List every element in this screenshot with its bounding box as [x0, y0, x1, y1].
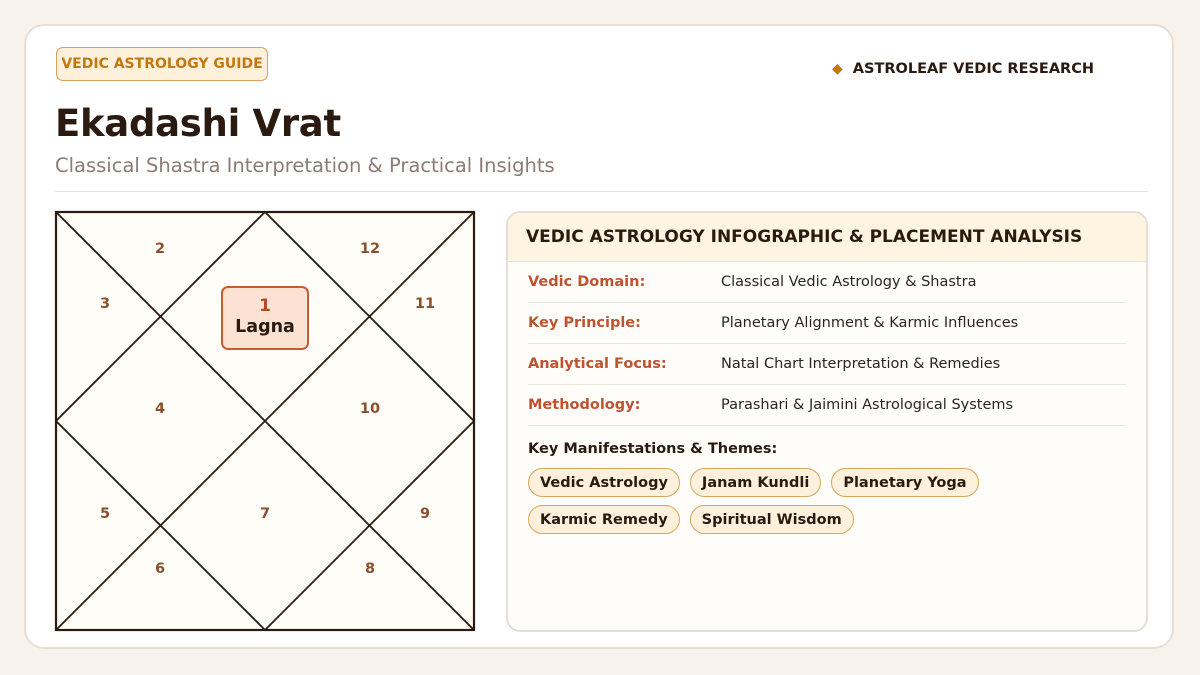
theme-chip[interactable]: Karmic Remedy [528, 505, 680, 534]
row-label: Vedic Domain: [528, 274, 646, 290]
row-label: Key Principle: [528, 315, 641, 331]
house-7-label: 7 [259, 506, 271, 522]
house-1-label: 1 [259, 296, 271, 316]
theme-chip[interactable]: Vedic Astrology [528, 468, 680, 497]
brand [832, 61, 1094, 77]
analysis-rows [528, 262, 1126, 426]
panel-title: VEDIC ASTROLOGY INFOGRAPHIC & PLACEMENT ANALYSIS [508, 213, 1146, 262]
row-value: Planetary Alignment & Karmic Influences [721, 315, 1019, 331]
house-9-label: 9 [419, 506, 431, 522]
analysis-row-domain [528, 262, 1126, 303]
analysis-row-focus [528, 344, 1126, 385]
house-6-label: 6 [154, 561, 166, 577]
row-label: Methodology: [528, 397, 641, 413]
analysis-row-methodology [528, 385, 1126, 426]
theme-chip[interactable]: Janam Kundli [690, 468, 821, 497]
analysis-row-principle [528, 303, 1126, 344]
lagna-label: Lagna [235, 317, 295, 337]
diamond-icon: ◆ [832, 61, 843, 77]
page-title: Ekadashi Vrat [55, 102, 341, 145]
house-4-label: 4 [154, 401, 166, 417]
lagna-house-marker [221, 286, 309, 350]
theme-chip[interactable]: Planetary Yoga [831, 468, 978, 497]
infographic-card [24, 24, 1174, 649]
theme-chips [528, 468, 1126, 534]
themes-heading: Key Manifestations & Themes: [528, 441, 778, 457]
row-value: Classical Vedic Astrology & Shastra [721, 274, 977, 290]
house-11-label: 11 [414, 296, 436, 312]
house-12-label: 12 [359, 241, 381, 257]
row-value: Natal Chart Interpretation & Remedies [721, 356, 1001, 372]
row-value: Parashari & Jaimini Astrological Systems [721, 397, 1014, 413]
house-5-label: 5 [99, 506, 111, 522]
brand-label: ASTROLEAF VEDIC RESEARCH [852, 61, 1094, 77]
house-2-label: 2 [154, 241, 166, 257]
house-8-label: 8 [364, 561, 376, 577]
row-label: Analytical Focus: [528, 356, 667, 372]
divider [55, 191, 1148, 192]
category-badge: VEDIC ASTROLOGY GUIDE [56, 47, 268, 81]
house-10-label: 10 [359, 401, 381, 417]
page-subtitle: Classical Shastra Interpretation & Practical Insights [55, 154, 555, 177]
placement-analysis-panel [506, 211, 1148, 632]
house-3-label: 3 [99, 296, 111, 312]
theme-chip[interactable]: Spiritual Wisdom [690, 505, 854, 534]
kundli-chart [54, 210, 476, 632]
